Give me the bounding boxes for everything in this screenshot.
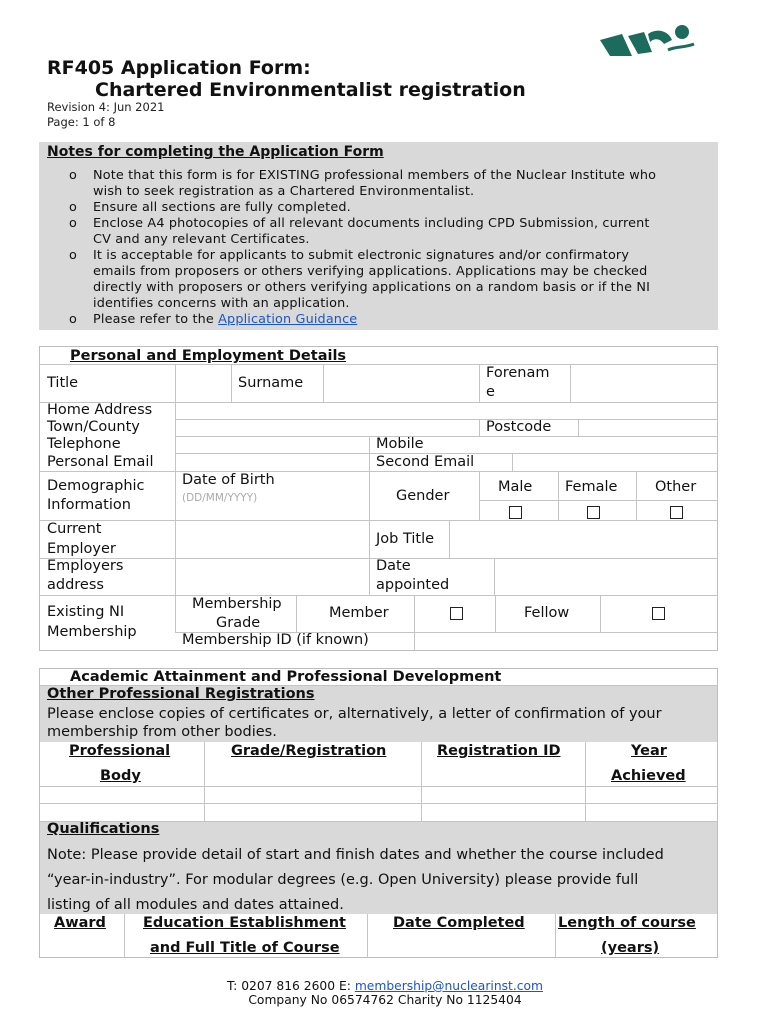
membership-grade-label-1: Membership <box>192 596 282 612</box>
other-checkbox[interactable] <box>670 506 683 519</box>
demographic-label-1: Demographic <box>47 478 145 494</box>
note-line: CV and any relevant Certificates. <box>93 232 310 247</box>
date-appointed-label-2: appointed <box>376 577 450 593</box>
dob-label: Date of Birth <box>182 472 275 488</box>
female-checkbox[interactable] <box>587 506 600 519</box>
footer-contact <box>0 979 770 993</box>
forename-field[interactable] <box>573 366 717 401</box>
gender-label: Gender <box>396 488 450 504</box>
qual-note-2: “year-in-industry”. For modular degrees (e.g. Open University) please provide full <box>47 872 639 888</box>
note-line: Note that this form is for EXISTING professional members of the Nuclear Institute who <box>93 168 657 183</box>
postcode-label: Postcode <box>486 419 552 435</box>
personal-email-label: Personal Email <box>47 454 154 470</box>
existing-membership-label-1: Existing NI <box>47 604 125 620</box>
fellow-label: Fellow <box>524 605 570 621</box>
note-item <box>93 248 710 312</box>
qual-note-3: listing of all modules and dates attained. <box>47 897 344 913</box>
col-education-1: Education Establishment <box>143 915 346 931</box>
bullet: o <box>69 216 77 231</box>
telephone-label: Telephone <box>47 436 121 452</box>
personal-section-heading: Personal and Employment Details <box>70 348 347 364</box>
note-item <box>93 200 710 216</box>
date-appointed-label-1: Date <box>376 558 411 574</box>
female-label: Female <box>565 479 618 495</box>
col-grade-registration: Grade/Registration <box>231 743 387 759</box>
membership-grade-label-2: Grade <box>216 615 261 631</box>
qual-note-1: Note: Please provide detail of start and finish dates and whether the course included <box>47 847 664 863</box>
col-registration-id: Registration ID <box>437 743 561 759</box>
note-line: Ensure all sections are fully completed. <box>93 200 351 215</box>
forename-label-1: Forenam <box>486 365 550 381</box>
male-label: Male <box>498 479 533 495</box>
qualifications-heading: Qualifications <box>47 821 160 837</box>
col-professional-body-1: Professional <box>69 743 171 759</box>
academic-section-heading: Academic Attainment and Professional Development <box>70 669 502 685</box>
note-item <box>93 168 710 200</box>
note-line: directly with proposers or others verifying applications on a random basis or if the NI <box>93 280 650 295</box>
surname-field[interactable] <box>326 366 476 401</box>
surname-label: Surname <box>238 375 304 391</box>
membership-id-label: Membership ID (if known) <box>182 632 369 648</box>
col-date-completed: Date Completed <box>393 915 525 931</box>
current-employer-label-1: Current <box>47 521 102 537</box>
col-year-1: Year <box>631 743 667 759</box>
footer-contact-prefix: T: 0207 816 2600 E: <box>226 979 355 993</box>
application-guidance-link[interactable]: Application Guidance <box>218 312 358 327</box>
employers-address-label-2: address <box>47 577 104 593</box>
enclose-text-1: Please enclose copies of certificates or, alternatively, a letter of confirmation of your <box>47 706 662 722</box>
note-item <box>93 312 710 328</box>
bullet: o <box>69 168 77 183</box>
job-title-label: Job Title <box>376 531 435 547</box>
enclose-text-2: membership from other bodies. <box>47 724 277 740</box>
footer-company: Company No 06574762 Charity No 1125404 <box>248 993 522 1007</box>
col-professional-body-2: Body <box>100 768 141 784</box>
note-line: Enclose A4 photocopies of all relevant documents including CPD Submission, current <box>93 216 650 231</box>
male-checkbox[interactable] <box>509 506 522 519</box>
form-title-line1: RF405 Application Form: <box>47 57 311 79</box>
col-award: Award <box>54 915 106 931</box>
note-line: wish to seek registration as a Chartered Environmentalist. <box>93 184 475 199</box>
notes-heading: Notes for completing the Application Form <box>47 144 384 160</box>
home-address-field[interactable] <box>178 404 716 418</box>
nuclear-institute-logo-icon <box>598 22 698 56</box>
bullet: o <box>69 312 77 327</box>
note-line: It is acceptable for applicants to submit electronic signatures and/or confirmatory <box>93 248 630 263</box>
note-line: Please refer to the <box>93 312 219 327</box>
existing-membership-label-2: Membership <box>47 624 137 640</box>
town-county-label: Town/County <box>47 419 140 435</box>
dob-hint: (DD/MM/YYYY) <box>182 492 258 504</box>
employers-address-label-1: Employers <box>47 558 124 574</box>
col-length-2: (years) <box>601 940 660 956</box>
other-label: Other <box>655 479 697 495</box>
form-title-line2: Chartered Environmentalist registration <box>95 79 526 101</box>
fellow-checkbox[interactable] <box>652 607 665 620</box>
current-employer-label-2: Employer <box>47 541 116 557</box>
col-education-2: and Full Title of Course <box>150 940 340 956</box>
membership-email-link[interactable]: membership@nuclearinst.com <box>354 979 544 993</box>
member-checkbox[interactable] <box>450 607 463 620</box>
bullet: o <box>69 200 77 215</box>
second-email-label: Second Email <box>376 454 475 470</box>
title-label: Title <box>47 375 79 391</box>
col-year-2: Achieved <box>611 768 686 784</box>
note-line: emails from proposers or others verifying applications. Applications may be checked <box>93 264 648 279</box>
demographic-label-2: Information <box>47 497 131 513</box>
bullet: o <box>69 248 77 263</box>
membership-id-field[interactable] <box>417 634 715 650</box>
page-number: Page: 1 of 8 <box>47 115 116 129</box>
home-address-label: Home Address <box>47 402 153 418</box>
mobile-label: Mobile <box>376 436 424 452</box>
other-registrations-heading: Other Professional Registrations <box>47 686 315 702</box>
forename-label-2: e <box>486 384 495 400</box>
note-line: identifies concerns with an application. <box>93 296 350 311</box>
postcode-field[interactable] <box>580 421 716 435</box>
revision-text: Revision 4: Jun 2021 <box>47 100 165 114</box>
col-length-1: Length of course <box>558 915 696 931</box>
title-field[interactable] <box>178 366 230 401</box>
member-label: Member <box>329 605 389 621</box>
note-item <box>93 216 710 248</box>
